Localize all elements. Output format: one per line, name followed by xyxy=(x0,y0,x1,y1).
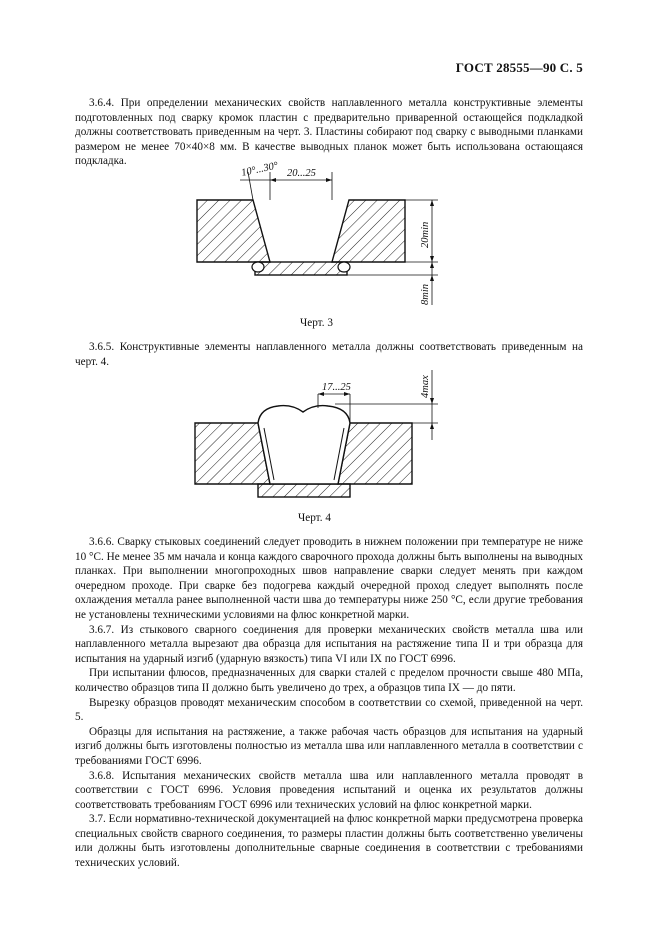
figure-3-caption: Черт. 3 xyxy=(300,317,333,329)
paragraph-3-6-5: 3.6.5. Конструктивные элементы наплавленного металла должны соответствовать приведенным на черт. 4. xyxy=(75,341,583,368)
right-plate xyxy=(338,423,412,484)
paragraph-3-6-7: 3.6.7. Из стыкового сварного соединения для проверки механических свойств металла шва или наплавленного металла вырезают два образца для испытания на растяжение типа II и три образца для испытания на ударный изгиб (ударную вязкость) типа VI или IX по ГОСТ 6996. xyxy=(75,623,583,665)
paragraph-3-6-6: 3.6.6. Сварку стыковых соединений следует проводить в нижнем положении при температуре не ниже 10 °С. Не менее 35 мм начала и конца каждого сварочного прохода должны быть выполнены на выводных планках. При выполнении многопроходных швов направление сварки следует менять при каждом очередном проходе. При сварке без подогрева каждый очередной проход следует выполнять после охлаждения металла ранее выполненной части шва до температуры ниже 250 °С, если другие требования не установлены техническими условиями на флюс конкретной марки. xyxy=(75,536,583,621)
paragraph-specimens: Образцы для испытания на растяжение, а также рабочая часть образцов для испытания на ударный изгиб должны быть изготовлены полностью из металла шва или наплавленного металла в соответствии с требованиями ГОСТ 6996. xyxy=(75,725,583,767)
weld-bead xyxy=(258,406,350,484)
width-label: 17...25 xyxy=(322,382,351,393)
paragraph-cutting: Вырезку образцов проводят механическим способом в соответствии со схемой, приведенной на черт. 5. xyxy=(75,696,583,724)
backing-strip xyxy=(258,484,350,497)
reinforcement-label: 4max xyxy=(420,375,431,398)
paragraph-3-6-8: 3.6.8. Испытания механических свойств металла шва или наплавленного металла проводят в соответствии с ГОСТ 6996. Условия проведения испытаний и оценка их результатов должны соответствовать требованиям ГОСТ 6996 или технических условий на флюс конкретной марки. xyxy=(75,769,583,811)
figure-4-caption: Черт. 4 xyxy=(298,512,331,524)
angle-label: 10°...30° xyxy=(240,160,280,179)
body-text xyxy=(75,535,583,871)
paragraph-flux-testing: При испытании флюсов, предназначенных для сварки сталей с пределом прочности свыше 480 МПа, количество образцов типа II должно быть увеличено до трех, а образцов типа IX — до пяти. xyxy=(75,667,583,694)
paragraph-3-6-4: 3.6.4. При определении механических свойств наплавленного металла конструктивные элементы подготовленных под сварку кромок пластин с предварительно приваренной остающейся подкладкой должны соответствовать приведенным на черт. 3. Пластины собирают под сварку с выводными планками размером не менее 70×40×8 мм. В качестве выводных планок может быть использована остающаяся подкладка. xyxy=(75,97,583,168)
backing-label: 8min xyxy=(420,284,431,305)
height-label: 20min xyxy=(420,221,431,248)
page-header: ГОСТ 28555—90 С. 5 xyxy=(455,60,583,75)
paragraph-3-7: 3.7. Если нормативно-технической документацией на флюс конкретной марки предусмотрена проверка специальных свойств сварного соединения, то размеры пластин должны быть соответственно увеличены или должны быть изготовлены дополнительные сварные соединения в соответствии с требованиями технических условий. xyxy=(75,813,583,870)
gap-label: 20...25 xyxy=(287,168,316,179)
left-plate xyxy=(195,423,270,484)
